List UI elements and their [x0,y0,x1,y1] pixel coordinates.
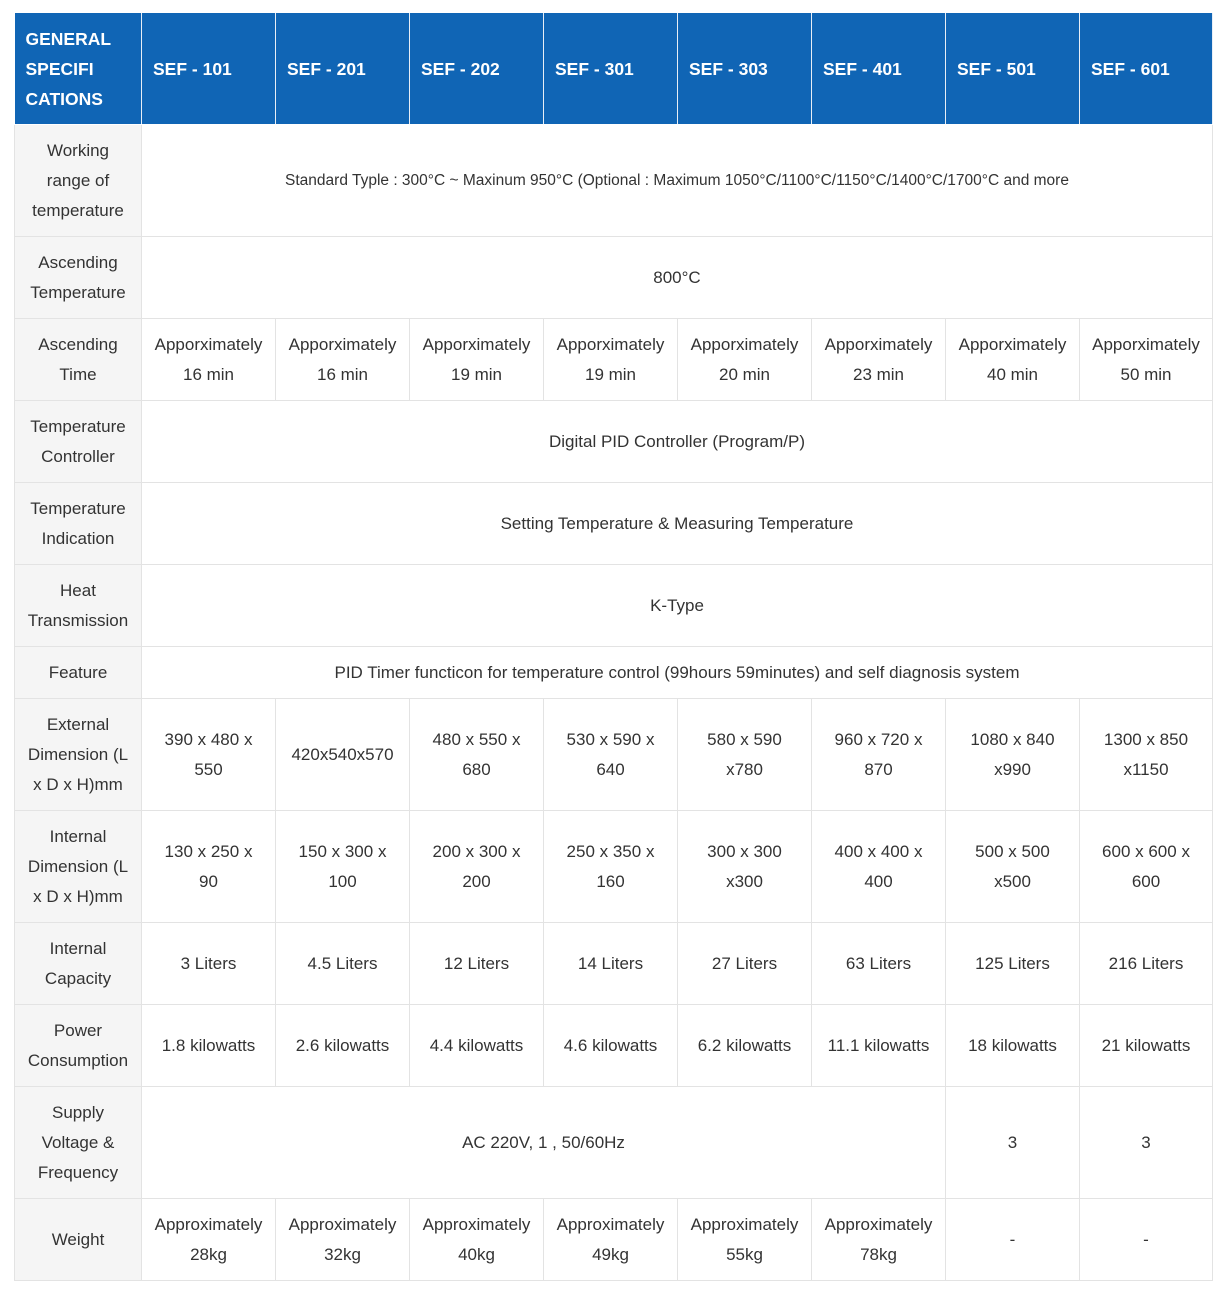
internal-capacity-cell: 3 Liters [142,923,276,1005]
supply-voltage-601-value: 3 [1080,1087,1213,1199]
power-consumption-cell: 4.4 kilowatts [410,1005,544,1087]
row-label-power-consumption: Power Consumption [15,1005,142,1087]
external-dimension-cell: 530 x 590 x 640 [544,699,678,811]
ascending-time-cell: Apporximately 40 min [946,319,1080,401]
row-label-heat-transmission: Heat Transmission [15,565,142,647]
row-internal-dimension [15,811,1213,923]
row-power-consumption [15,1005,1213,1087]
row-temperature-controller [15,401,1213,483]
row-label-ascending-temperature: Ascending Temperature [15,237,142,319]
temperature-indication-value: Setting Temperature & Measuring Temperature [142,483,1213,565]
header-model-sef-101: SEF - 101 [142,13,276,125]
ascending-time-cell: Apporximately 19 min [544,319,678,401]
header-model-sef-601: SEF - 601 [1080,13,1213,125]
internal-capacity-cell: 4.5 Liters [276,923,410,1005]
power-consumption-cell: 11.1 kilowatts [812,1005,946,1087]
supply-voltage-main-value: AC 220V, 1 , 50/60Hz [142,1087,946,1199]
row-label-working-range: Working range of temperature [15,125,142,237]
internal-dimension-cell: 500 x 500 x500 [946,811,1080,923]
specification-table [14,13,1213,1281]
internal-dimension-cell: 300 x 300 x300 [678,811,812,923]
header-model-sef-501: SEF - 501 [946,13,1080,125]
weight-cell: Approximately 40kg [410,1199,544,1281]
ascending-time-cell: Apporximately 19 min [410,319,544,401]
spec-table-wrapper [14,13,1212,1281]
internal-capacity-cell: 216 Liters [1080,923,1213,1005]
internal-capacity-cell: 125 Liters [946,923,1080,1005]
external-dimension-cell: 480 x 550 x 680 [410,699,544,811]
internal-capacity-cell: 12 Liters [410,923,544,1005]
ascending-time-cell: Apporximately 16 min [142,319,276,401]
internal-capacity-cell: 14 Liters [544,923,678,1005]
power-consumption-cell: 18 kilowatts [946,1005,1080,1087]
row-label-internal-dimension: Internal Dimension (L x D x H)mm [15,811,142,923]
row-weight [15,1199,1213,1281]
supply-voltage-501-value: 3 [946,1087,1080,1199]
external-dimension-cell: 420x540x570 [276,699,410,811]
row-ascending-temperature [15,237,1213,319]
external-dimension-cell: 390 x 480 x 550 [142,699,276,811]
heat-transmission-value: K-Type [142,565,1213,647]
temperature-controller-value: Digital PID Controller (Program/P) [142,401,1213,483]
header-model-sef-201: SEF - 201 [276,13,410,125]
row-temperature-indication [15,483,1213,565]
feature-value: PID Timer functicon for temperature control (99hours 59minutes) and self diagnosis system [142,647,1213,699]
header-model-sef-202: SEF - 202 [410,13,544,125]
power-consumption-cell: 4.6 kilowatts [544,1005,678,1087]
weight-cell: Approximately 78kg [812,1199,946,1281]
ascending-time-cell: Apporximately 23 min [812,319,946,401]
row-label-temperature-controller: Temperature Controller [15,401,142,483]
header-model-sef-303: SEF - 303 [678,13,812,125]
weight-cell: Approximately 49kg [544,1199,678,1281]
external-dimension-cell: 960 x 720 x 870 [812,699,946,811]
header-row [15,13,1213,125]
row-label-feature: Feature [15,647,142,699]
weight-cell: - [946,1199,1080,1281]
internal-capacity-cell: 27 Liters [678,923,812,1005]
row-label-internal-capacity: Internal Capacity [15,923,142,1005]
row-label-weight: Weight [15,1199,142,1281]
ascending-temperature-value: 800°C [142,237,1213,319]
row-external-dimension [15,699,1213,811]
working-range-value: Standard Typle : 300°C ~ Maxinum 950°C (Optional : Maximum 1050°C/1100°C/1150°C/1400°C/1700°C and more [142,125,1213,237]
weight-cell: Approximately 28kg [142,1199,276,1281]
power-consumption-cell: 1.8 kilowatts [142,1005,276,1087]
weight-cell: Approximately 55kg [678,1199,812,1281]
header-general-specifications: GENERAL SPECIFI CATIONS [15,13,142,125]
internal-dimension-cell: 150 x 300 x 100 [276,811,410,923]
row-ascending-time [15,319,1213,401]
row-label-supply-voltage: Supply Voltage & Frequency [15,1087,142,1199]
power-consumption-cell: 2.6 kilowatts [276,1005,410,1087]
ascending-time-cell: Apporximately 50 min [1080,319,1213,401]
internal-dimension-cell: 600 x 600 x 600 [1080,811,1213,923]
weight-cell: - [1080,1199,1213,1281]
external-dimension-cell: 1080 x 840 x990 [946,699,1080,811]
internal-dimension-cell: 250 x 350 x 160 [544,811,678,923]
internal-dimension-cell: 130 x 250 x 90 [142,811,276,923]
ascending-time-cell: Apporximately 16 min [276,319,410,401]
weight-cell: Approximately 32kg [276,1199,410,1281]
power-consumption-cell: 21 kilowatts [1080,1005,1213,1087]
external-dimension-cell: 580 x 590 x780 [678,699,812,811]
header-model-sef-301: SEF - 301 [544,13,678,125]
external-dimension-cell: 1300 x 850 x1150 [1080,699,1213,811]
row-supply-voltage [15,1087,1213,1199]
ascending-time-cell: Apporximately 20 min [678,319,812,401]
row-feature [15,647,1213,699]
row-heat-transmission [15,565,1213,647]
row-working-range [15,125,1213,237]
row-label-temperature-indication: Temperature Indication [15,483,142,565]
row-internal-capacity [15,923,1213,1005]
header-model-sef-401: SEF - 401 [812,13,946,125]
internal-dimension-cell: 400 x 400 x 400 [812,811,946,923]
internal-capacity-cell: 63 Liters [812,923,946,1005]
row-label-external-dimension: External Dimension (L x D x H)mm [15,699,142,811]
internal-dimension-cell: 200 x 300 x 200 [410,811,544,923]
row-label-ascending-time: Ascending Time [15,319,142,401]
power-consumption-cell: 6.2 kilowatts [678,1005,812,1087]
